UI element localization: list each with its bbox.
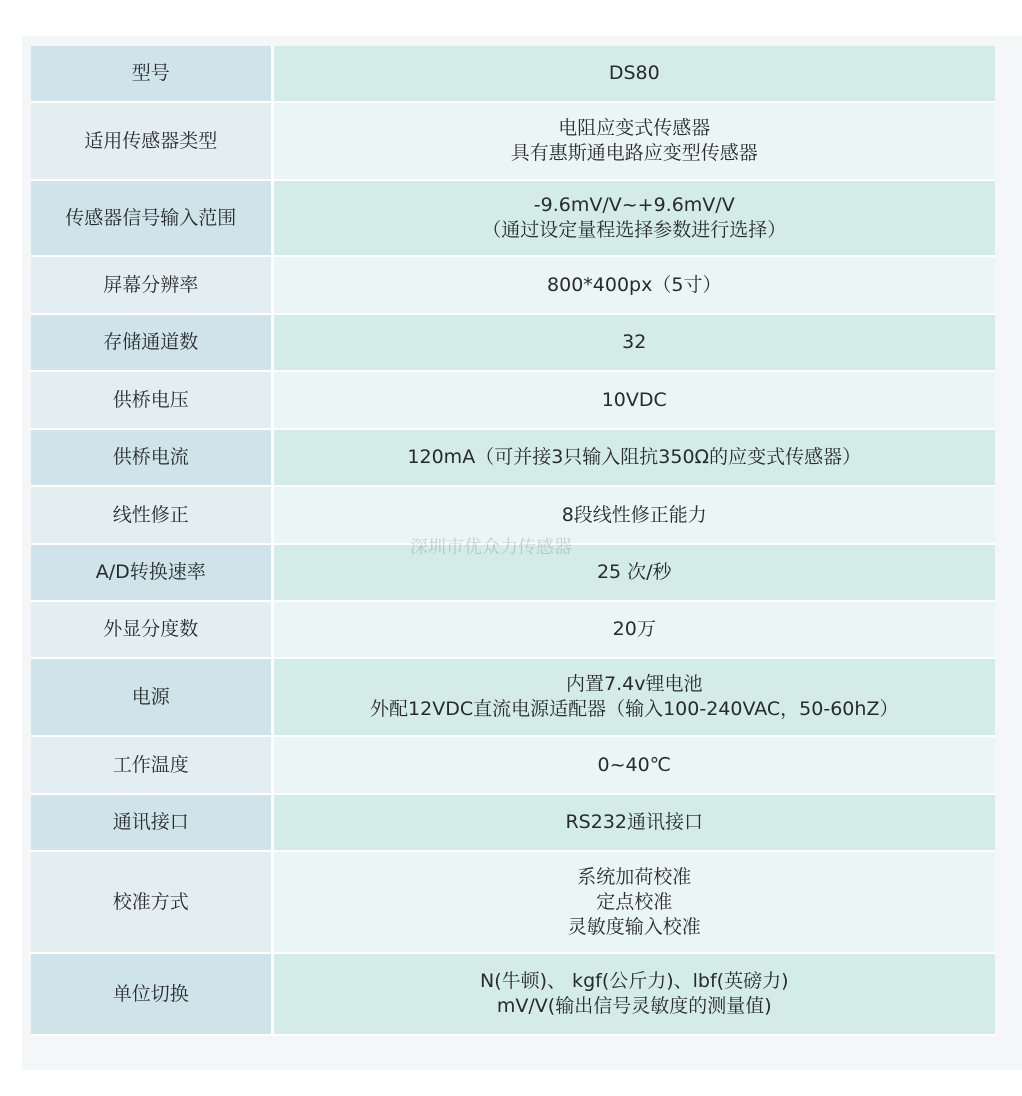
spec-value-line: mV/V(输出信号灵敏度的测量值) bbox=[496, 995, 772, 1017]
spec-label: 适用传感器类型 bbox=[31, 102, 272, 180]
spec-row-input-range bbox=[31, 180, 995, 256]
spec-row-resolution bbox=[31, 256, 995, 314]
spec-value bbox=[272, 794, 995, 851]
spec-value-line: 电阻应变式传感器 bbox=[558, 117, 711, 139]
spec-label: A/D转换速率 bbox=[31, 544, 272, 601]
spec-row-calibration bbox=[31, 851, 995, 953]
spec-value bbox=[272, 256, 995, 314]
watermark: 深圳市优众力传感器 bbox=[410, 537, 572, 558]
spec-value-line: 25 次/秒 bbox=[596, 561, 672, 583]
spec-row-channels bbox=[31, 314, 995, 371]
spec-value-line: N(牛顿)、 kgf(公斤力)、lbf(英磅力) bbox=[479, 970, 789, 992]
spec-value bbox=[272, 102, 995, 180]
spec-value bbox=[272, 658, 995, 736]
spec-value-line: 内置7.4v锂电池 bbox=[566, 673, 703, 695]
spec-value bbox=[272, 601, 995, 658]
spec-label: 供桥电压 bbox=[31, 371, 272, 429]
spec-label: 校准方式 bbox=[31, 851, 272, 953]
spec-label: 存储通道数 bbox=[31, 314, 272, 371]
spec-value-line: 外配12VDC直流电源适配器（输入100-240VAC，50-60hZ） bbox=[370, 698, 899, 720]
spec-label: 传感器信号输入范围 bbox=[31, 180, 272, 256]
spec-row-bridge-current bbox=[31, 429, 995, 486]
spec-label: 屏幕分辨率 bbox=[31, 256, 272, 314]
spec-row-power bbox=[31, 658, 995, 736]
spec-value-line: 800*400px（5寸） bbox=[547, 273, 722, 296]
spec-table bbox=[31, 46, 995, 1036]
spec-value-line: 20万 bbox=[612, 618, 656, 640]
spec-value bbox=[272, 953, 995, 1035]
spec-value-line: 10VDC bbox=[601, 388, 667, 411]
spec-value-line: 灵敏度输入校准 bbox=[567, 915, 701, 938]
spec-value-line: 8段线性修正能力 bbox=[561, 503, 707, 526]
spec-value bbox=[272, 736, 995, 794]
spec-label: 电源 bbox=[31, 658, 272, 736]
spec-row-ad-rate bbox=[31, 544, 995, 601]
spec-value bbox=[272, 544, 995, 601]
spec-label: 外显分度数 bbox=[31, 601, 272, 658]
spec-value bbox=[272, 851, 995, 953]
spec-value-line: RS232通讯接口 bbox=[565, 811, 704, 833]
spec-row-temperature bbox=[31, 736, 995, 794]
spec-value bbox=[272, 46, 995, 102]
spec-value bbox=[272, 180, 995, 256]
spec-value-line: 系统加荷校准 bbox=[577, 865, 692, 888]
spec-value-line: 32 bbox=[622, 331, 647, 353]
spec-label: 单位切换 bbox=[31, 953, 272, 1035]
spec-value-line: 定点校准 bbox=[596, 890, 673, 913]
spec-row-linearity bbox=[31, 486, 995, 544]
spec-value-line: -9.6mV/V~+9.6mV/V bbox=[533, 194, 735, 216]
spec-value-line: DS80 bbox=[608, 62, 660, 84]
spec-value bbox=[272, 314, 995, 371]
spec-value-line: （通过设定量程选择参数进行选择） bbox=[482, 219, 787, 241]
spec-row-interface bbox=[31, 794, 995, 851]
spec-value-line: 120mA（可并接3只输入阻抗350Ω的应变式传感器） bbox=[407, 446, 862, 468]
spec-label: 工作温度 bbox=[31, 736, 272, 794]
spec-row-sensor-type bbox=[31, 102, 995, 180]
spec-value bbox=[272, 371, 995, 429]
spec-value-line: 具有惠斯通电路应变型传感器 bbox=[510, 142, 758, 164]
spec-value bbox=[272, 429, 995, 486]
spec-value bbox=[272, 486, 995, 544]
spec-row-divisions bbox=[31, 601, 995, 658]
spec-value-line: 0~40℃ bbox=[597, 753, 672, 776]
spec-label: 型号 bbox=[31, 46, 272, 102]
spec-label: 通讯接口 bbox=[31, 794, 272, 851]
spec-row-bridge-voltage bbox=[31, 371, 995, 429]
spec-label: 线性修正 bbox=[31, 486, 272, 544]
spec-row-model bbox=[31, 46, 995, 102]
spec-label: 供桥电流 bbox=[31, 429, 272, 486]
spec-row-units bbox=[31, 953, 995, 1035]
